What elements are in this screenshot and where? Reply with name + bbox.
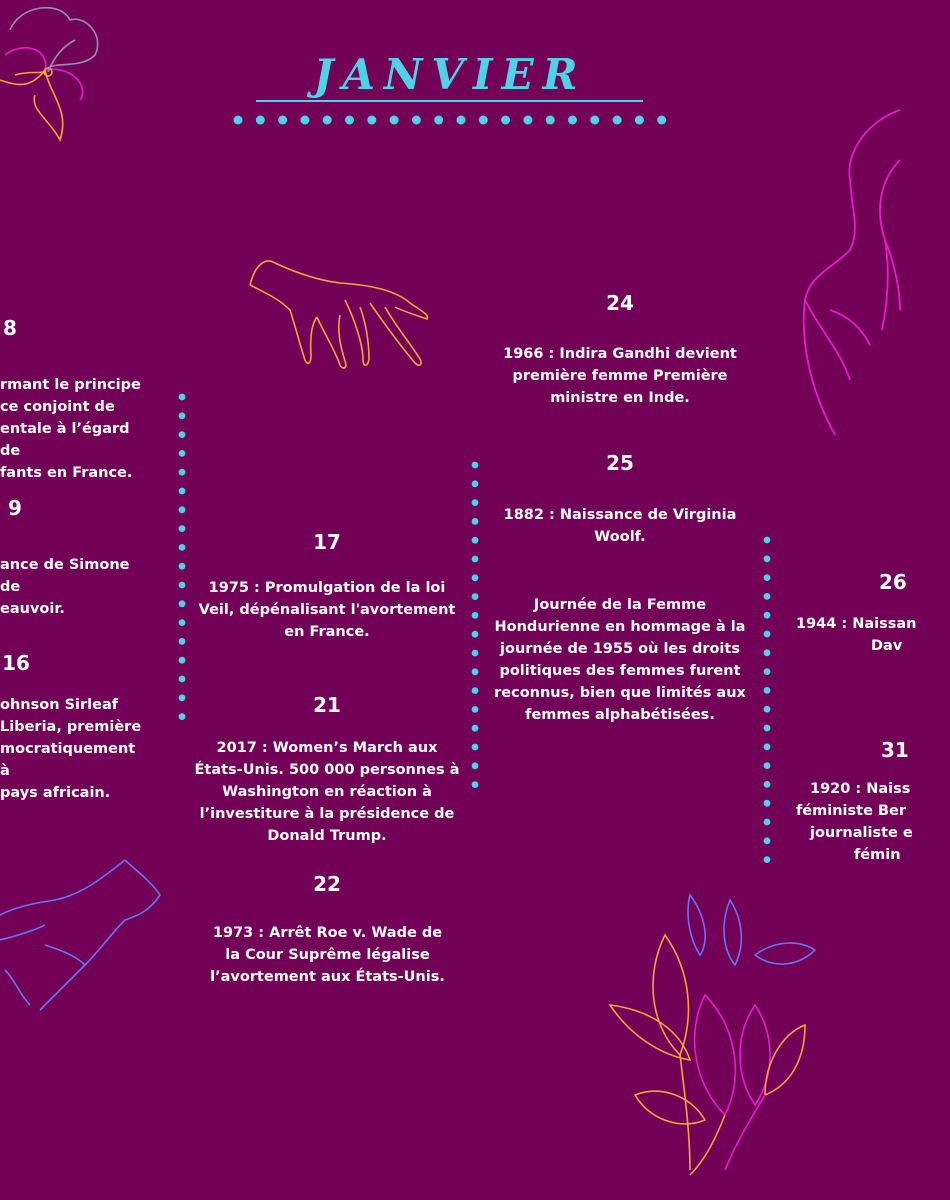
event-26 [796,613,936,657]
day-31: 31 [881,738,909,762]
day-24: 24 [606,291,634,315]
day-26: 26 [879,570,907,594]
page-title: JANVIER [313,50,587,99]
separator-dot [179,563,186,570]
event-line: ce conjoint de [0,399,115,415]
title-underline [256,100,643,102]
separator-dot [472,650,479,657]
event-line: féministe Ber [796,803,906,819]
event-line: fants en France. [0,465,133,481]
separator-dot [472,612,479,619]
separator-dot [179,582,186,589]
leaves-icon [605,895,825,1175]
separator-dot [179,469,186,476]
divider-dot [367,116,376,125]
separator-dot [764,537,771,544]
separator-dot [764,800,771,807]
event-line: Dav [871,638,903,654]
separator-dot [179,600,186,607]
divider-dot [657,116,666,125]
event-line: 1944 : Naissan [796,616,917,632]
separator-dot [764,555,771,562]
separator-dot [764,725,771,732]
event-21: 2017 : Women’s March aux États-Unis. 500 000 personnes à Washington en réaction à l’investiture à la présidence de Donald Trump. [194,740,460,844]
event-line: ance de Simone de [0,557,130,595]
separator-dot [179,619,186,626]
event-line: 1920 : Naiss [810,781,911,797]
hand-icon [790,100,900,440]
event-31 [796,778,950,866]
separator-dot [472,518,479,525]
separator-dot [179,694,186,701]
divider-dot [234,116,243,125]
separator-dot [764,819,771,826]
event-line: eauvoir. [0,601,65,617]
separator-dot [472,537,479,544]
divider-dot [635,116,644,125]
separator-dots [761,535,773,865]
day-22: 22 [313,872,341,896]
separator-dot [179,525,186,532]
event-line: mocratiquement à [0,741,136,779]
event-line: entale à l’égard de [0,421,130,459]
event-16 [0,694,150,804]
separator-dot [764,706,771,713]
separator-dot [764,593,771,600]
separator-dot [472,687,479,694]
divider-dot [613,116,622,125]
separator-dots [176,392,188,722]
separator-dot [179,488,186,495]
separator-dot [179,657,186,664]
event-25: 1882 : Naissance de Virginia Woolf. [503,507,737,545]
separator-dot [472,593,479,600]
event-line: Liberia, première [0,719,142,735]
separator-dot [472,725,479,732]
separator-dot [764,574,771,581]
separator-dot [179,638,186,645]
separator-dot [179,450,186,457]
divider-dot [300,116,309,125]
separator-dot [764,743,771,750]
hand-icon [0,855,165,1015]
divider-dot [323,116,332,125]
event-22: 1973 : Arrêt Roe v. Wade de la Cour Suprême légalise l’avortement aux États-Unis. [210,925,445,985]
separator-dot [472,499,479,506]
separator-dot [472,631,479,638]
event-line: fémin [854,847,901,863]
day-8: 8 [3,316,17,340]
separator-dot [764,856,771,863]
separator-dot [764,687,771,694]
separator-dot [179,412,186,419]
event-25-honduras: Journée de la Femme Hondurienne en hommage à la journée de 1955 où les droits politiques des femmes furent reconnus, bien que limités aux femmes alphabétisées. [494,597,746,723]
separator-dot [764,762,771,769]
separator-dot [179,506,186,513]
separator-dot [764,837,771,844]
separator-dot [472,762,479,769]
separator-dot [472,480,479,487]
divider-dot [501,116,510,125]
divider-dot [568,116,577,125]
separator-dot [472,668,479,675]
event-line: ohnson Sirleaf [0,697,119,713]
day-25: 25 [606,451,634,475]
title-dotted-divider [230,113,670,127]
day-21: 21 [313,693,341,717]
divider-dot [457,116,466,125]
divider-dot [278,116,287,125]
divider-dot [479,116,488,125]
hand-icon [245,255,435,375]
separator-dot [472,462,479,469]
separator-dot [179,676,186,683]
separator-dot [472,781,479,788]
divider-dot [256,116,265,125]
separator-dot [764,781,771,788]
divider-dot [345,116,354,125]
event-8 [0,374,150,484]
day-9: 9 [8,496,22,520]
separator-dot [179,394,186,401]
separator-dot [472,556,479,563]
divider-dot [523,116,532,125]
separator-dot [472,574,479,581]
separator-dot [179,544,186,551]
event-line: journaliste e [810,825,913,841]
separator-dot [179,713,186,720]
day-17: 17 [313,530,341,554]
divider-dot [434,116,443,125]
event-line: pays africain. [0,785,111,801]
separator-dot [764,649,771,656]
event-24: 1966 : Indira Gandhi devient première femme Première ministre en Inde. [503,346,737,406]
day-16: 16 [2,651,30,675]
separator-dot [472,744,479,751]
event-17: 1975 : Promulgation de la loi Veil, dépénalisant l'avortement en France. [198,580,456,640]
divider-dot [390,116,399,125]
divider-dot [590,116,599,125]
flower-icon [0,0,110,150]
divider-dot [546,116,555,125]
event-line: rmant le principe [0,377,141,393]
separator-dot [764,631,771,638]
separator-dots [469,460,481,790]
separator-dot [764,668,771,675]
separator-dot [179,431,186,438]
separator-dot [472,706,479,713]
event-9 [0,554,150,620]
divider-dot [412,116,421,125]
separator-dot [764,612,771,619]
